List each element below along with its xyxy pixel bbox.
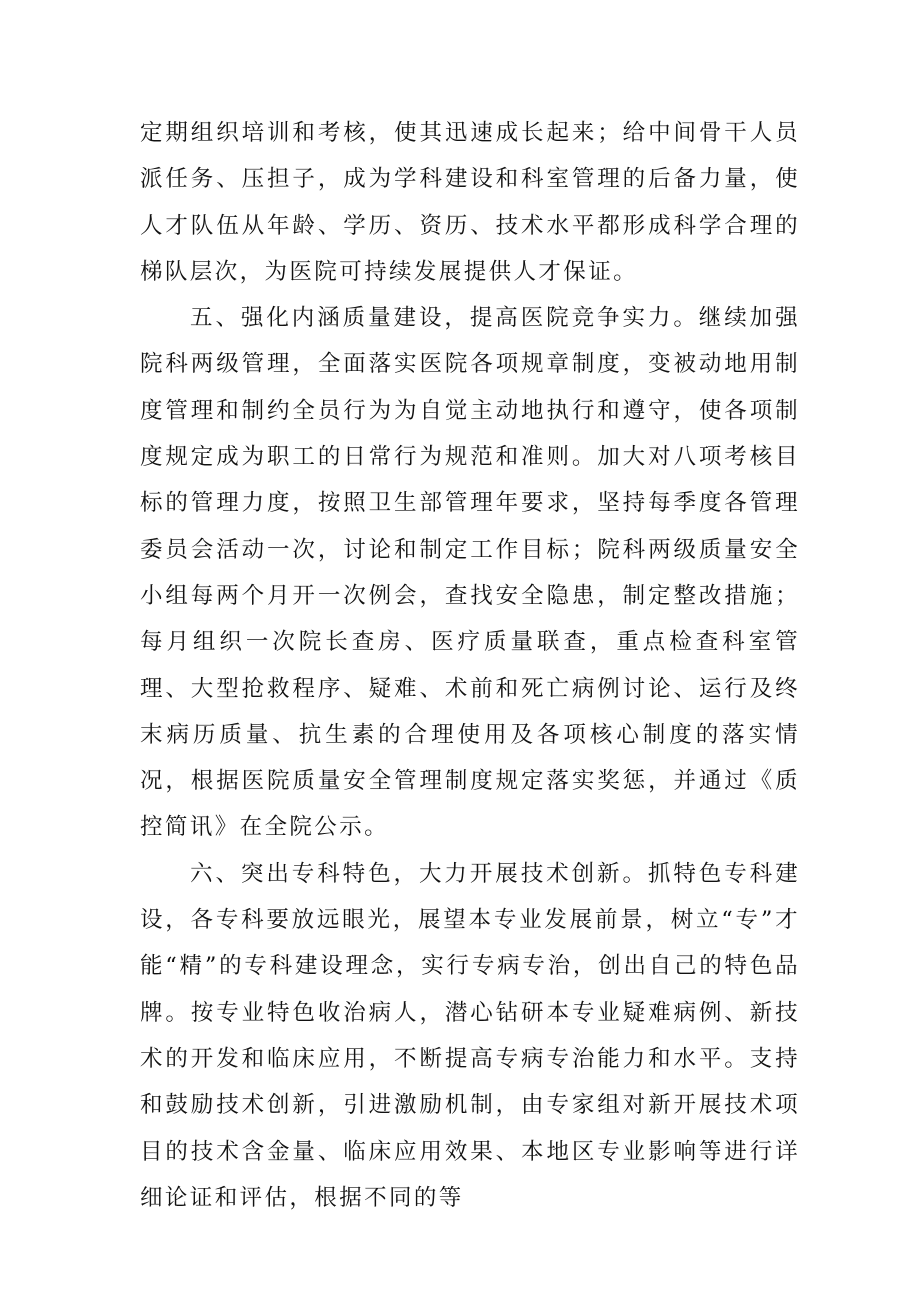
paragraph-specialty-innovation: 六、突出专科特色，大力开展技术创新。抓特色专科建设，各专科要放远眼光，展望本专业发展前景，树立“专”才能“精”的专科建设理念，实行专病专治，创出自己的特色品牌。按专业特色收治病人，潜心钻研本专业疑难病例、新技术的开发和临床应用，不断提高专病专治能力和水平。支持和鼓励技术创新，引进激励机制，由专家组对新开展技术项目的技术含金量、临床应用效果、本地区专业影响等进行详细论证和评估，根据不同的等: [140, 860, 800, 1211]
paragraph-quality-construction: 五、强化内涵质量建设，提高医院竞争实力。继续加强院科两级管理，全面落实医院各项规章制度，变被动地用制度管理和制约全员行为为自觉主动地执行和遵守，使各项制度规定成为职工的日常行为规范和准则。加大对八项考核目标的管理力度，按照卫生部管理年要求，坚持每季度各管理委员会活动一次，讨论和制定工作目标；院科两级质量安全小组每两个月开一次例会，查找安全隐患，制定整改措施；每月组织一次院长查房、医疗质量联查，重点检查科室管理、大型抢救程序、疑难、术前和死亡病例讨论、运行及终末病历质量、抗生素的合理使用及各项核心制度的落实情况，根据医院质量安全管理制度规定落实奖惩，并通过《质控简讯》在全院公示。: [140, 305, 800, 841]
paragraph-talent-continuation: 定期组织培训和考核，使其迅速成长起来；给中间骨干人员派任务、压担子，成为学科建设和科室管理的后备力量，使人才队伍从年龄、学历、资历、技术水平都形成科学合理的梯队层次，为医院可持续发展提供人才保证。: [140, 120, 800, 285]
document-body: [140, 110, 800, 1221]
